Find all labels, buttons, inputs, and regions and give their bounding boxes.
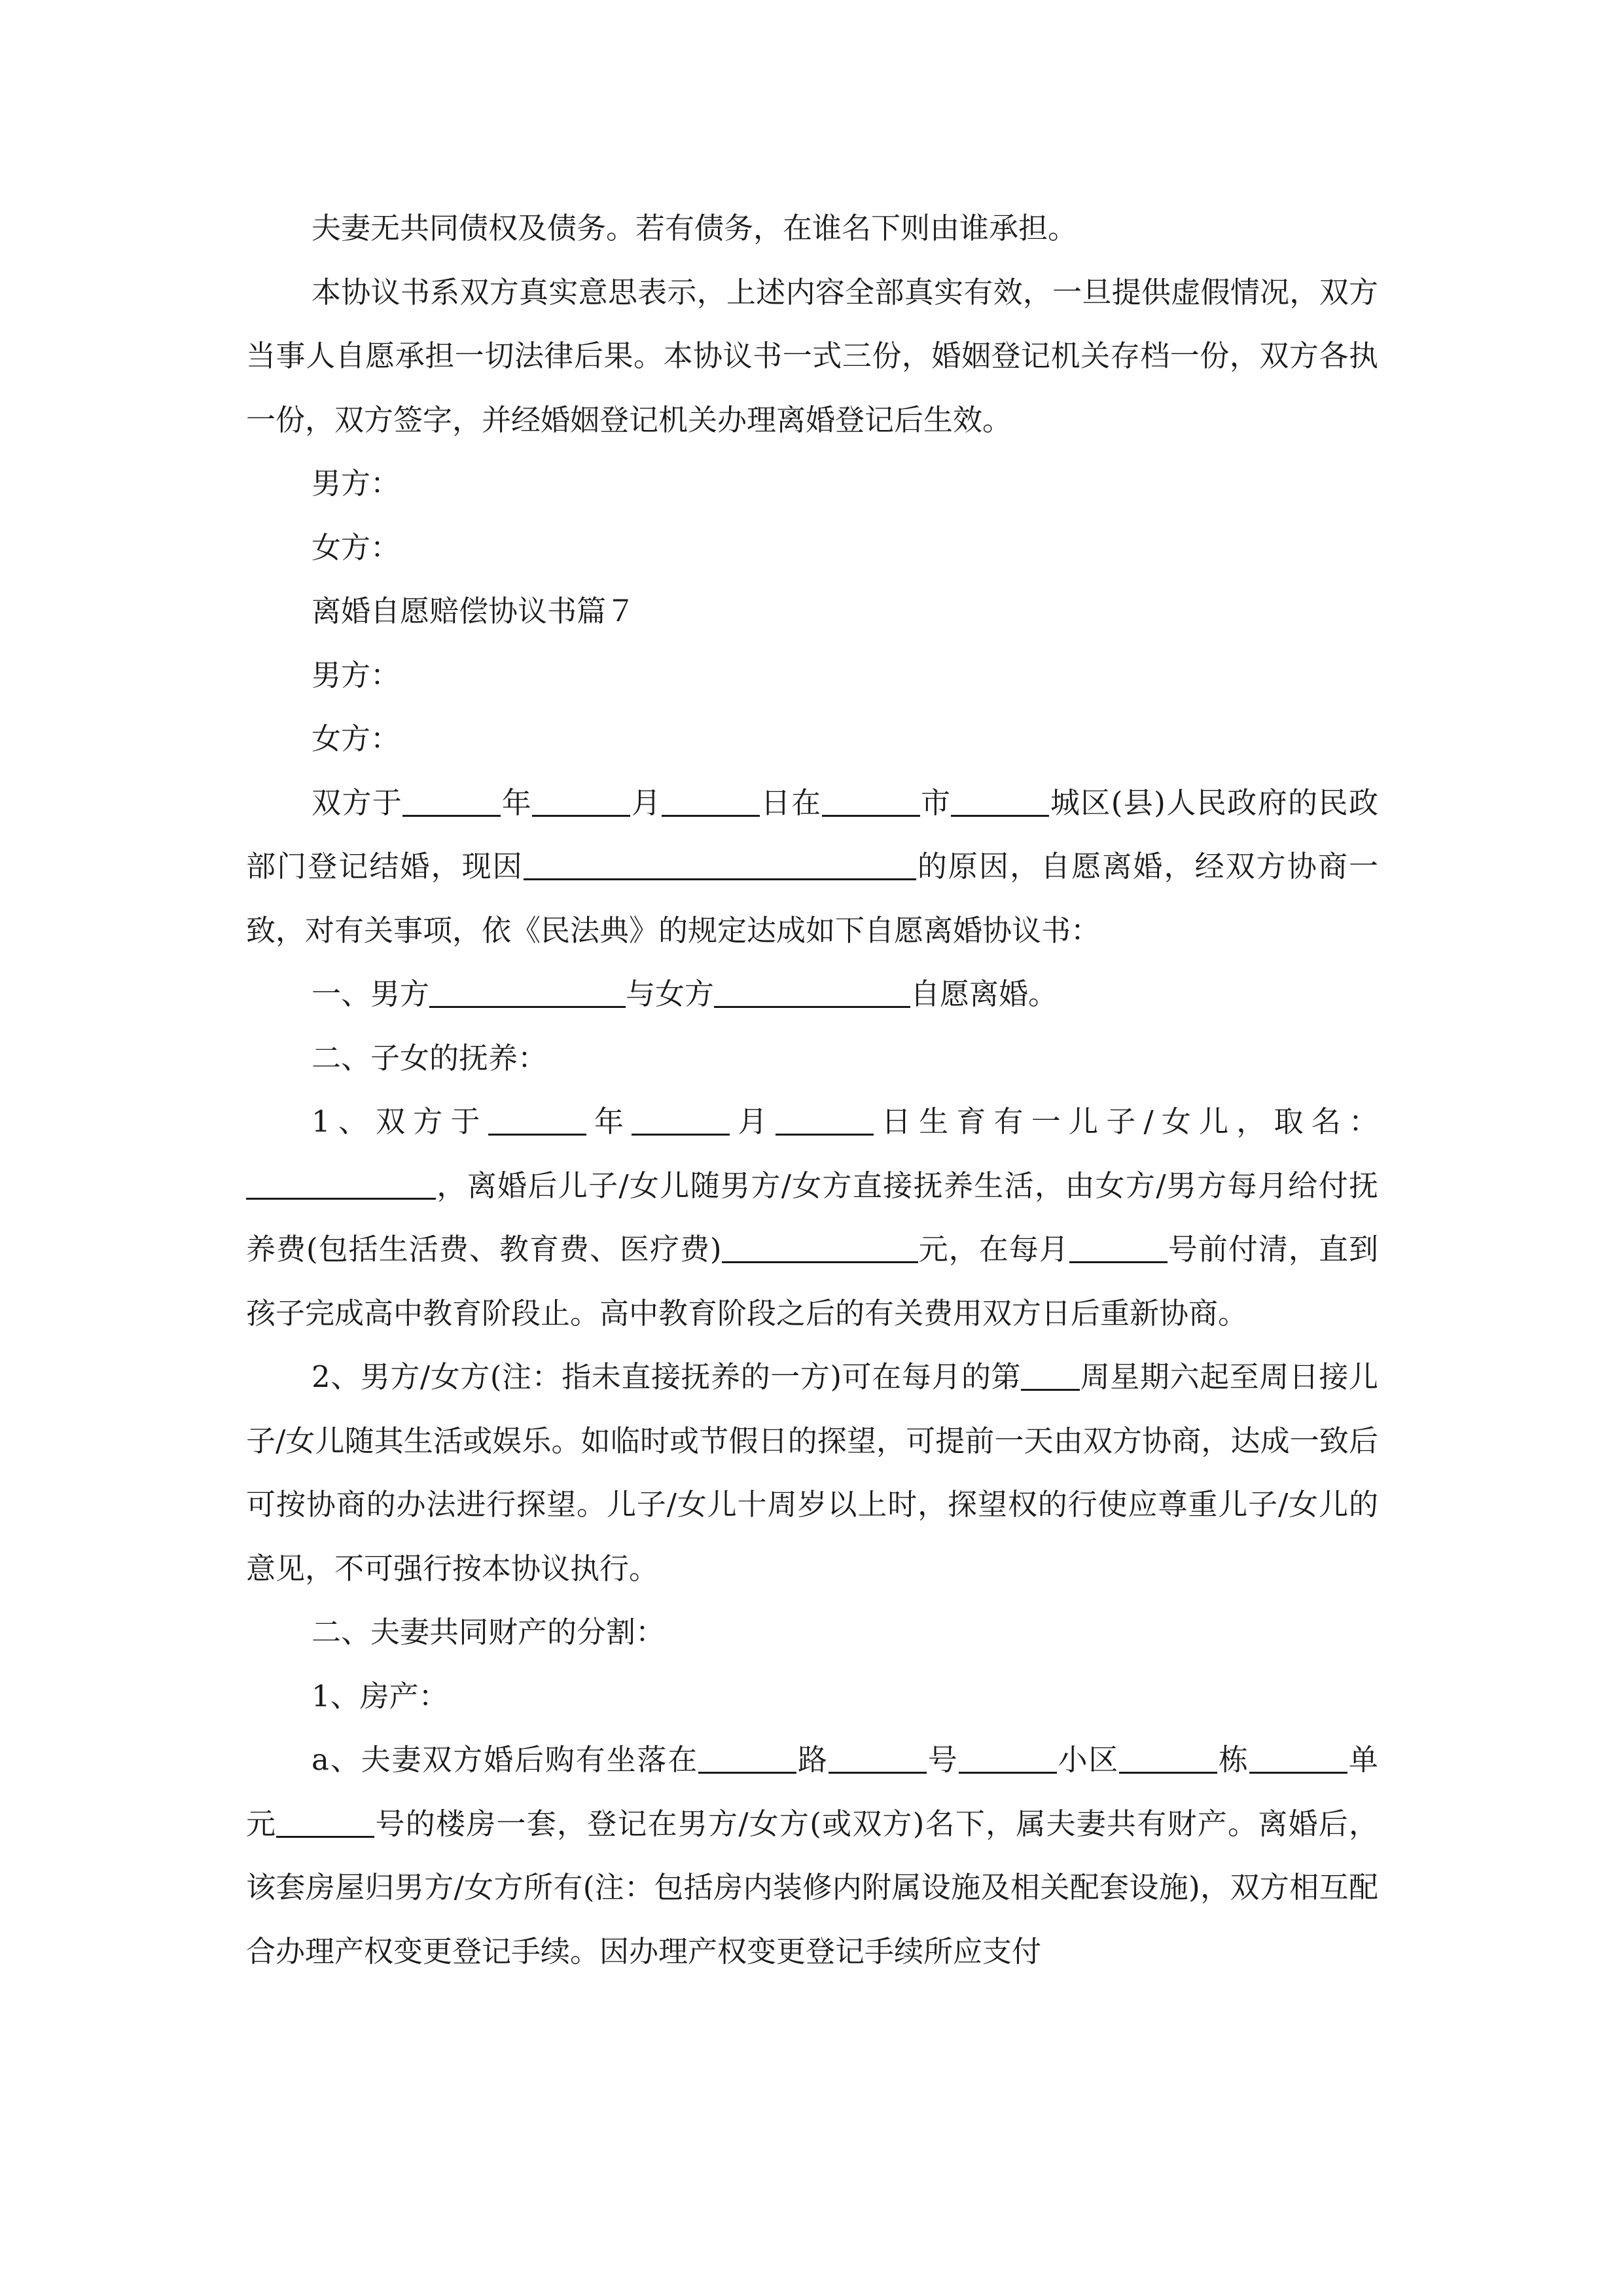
blank-line [488, 1103, 586, 1136]
blank-line [959, 1741, 1057, 1774]
blank-line [1069, 1230, 1168, 1263]
blank-line [246, 1167, 436, 1200]
section-heading: 离婚自愿赔偿协议书篇７ [312, 594, 636, 628]
male-party-label: 男方： [312, 657, 401, 692]
female-signature-label: 女方： [312, 529, 401, 565]
document-body [246, 196, 1378, 1983]
blank-line [524, 848, 916, 880]
divorce-clause: 一、男方 与女方 自愿离婚。 [312, 977, 1058, 1011]
blank-line [1021, 1358, 1080, 1391]
blank-line [429, 975, 626, 1008]
child-support-title: 二、子女的抚养： [312, 1040, 548, 1075]
blank-line [829, 1741, 927, 1774]
child-support-paragraph: 1、双方于 年 月 日生育有一儿子/女儿，取名：，离婚后儿子/女儿随男方/女方直接抚养生活，由女方/男方每月给付抚养费(包括生活费、教育费、医疗费) 元，在每月 号前付清，直到孩子完成高中教育阶段止。高中教育阶段之后的有关费用双方日后重新协商。 [246, 1104, 1378, 1331]
agreement-validity-paragraph: 本协议书系双方真实意思表示，上述内容全部真实有效，一旦提供虚假情况，双方当事人自愿承担一切法律后果。本协议书一式三份，婚姻登记机关存档一份，双方各执一份，双方签字，并经婚姻登记机关办理离婚登记后生效。 [246, 274, 1378, 437]
debt-paragraph: 夫妻无共同债权及债务。若有债务，在谁名下则由谁承担。 [312, 211, 1078, 245]
marriage-paragraph: 双方于 年 月 日在 市 城区(县)人民政府的民政部门登记结婚，现因 的原因，自愿离婚，经双方协商一致，对有关事项，依《民法典》的规定达成如下自愿离婚协议书： [246, 785, 1378, 948]
blank-line [776, 1103, 874, 1136]
blank-line [722, 1230, 918, 1263]
blank-line [714, 975, 910, 1008]
female-party-label: 女方： [312, 721, 401, 756]
blank-line [951, 784, 1049, 817]
blank-line [532, 784, 630, 817]
blank-line [632, 1103, 730, 1136]
blank-line [698, 1741, 796, 1774]
blank-line [662, 784, 760, 817]
visitation-paragraph: 2、男方/女方(注：指未直接抚养的一方)可在每月的第 周星期六起至周日接儿子/女儿随其生活或娱乐。如临时或节假日的探望，可提前一天由双方协商，达成一致后可按协商的办法进行探望。儿子/女儿十周岁以上时，探望权的行使应尊重儿子/女儿的意见，不可强行按本协议执行。 [246, 1359, 1378, 1586]
blank-line [1119, 1741, 1217, 1774]
house-title: 1、房产： [312, 1678, 448, 1713]
male-signature-label: 男方： [312, 466, 401, 501]
blank-line [276, 1805, 374, 1838]
blank-line [1249, 1741, 1347, 1774]
property-division-title: 二、夫妻共同财产的分割： [312, 1615, 666, 1649]
house-paragraph: a、夫妻双方婚后购有坐落在 路 号 小区 栋 单元 号的楼房一套，登记在男方/女方(或双方)名下，属夫妻共有财产。离婚后，该套房屋归男方/女方所有(注：包括房内装修内附属设施及相关配套设施)，双方相互配合办理产权变更登记手续。因办理产权变更登记手续所应支付 [246, 1742, 1378, 1969]
blank-line [822, 784, 920, 817]
blank-line [402, 784, 501, 817]
